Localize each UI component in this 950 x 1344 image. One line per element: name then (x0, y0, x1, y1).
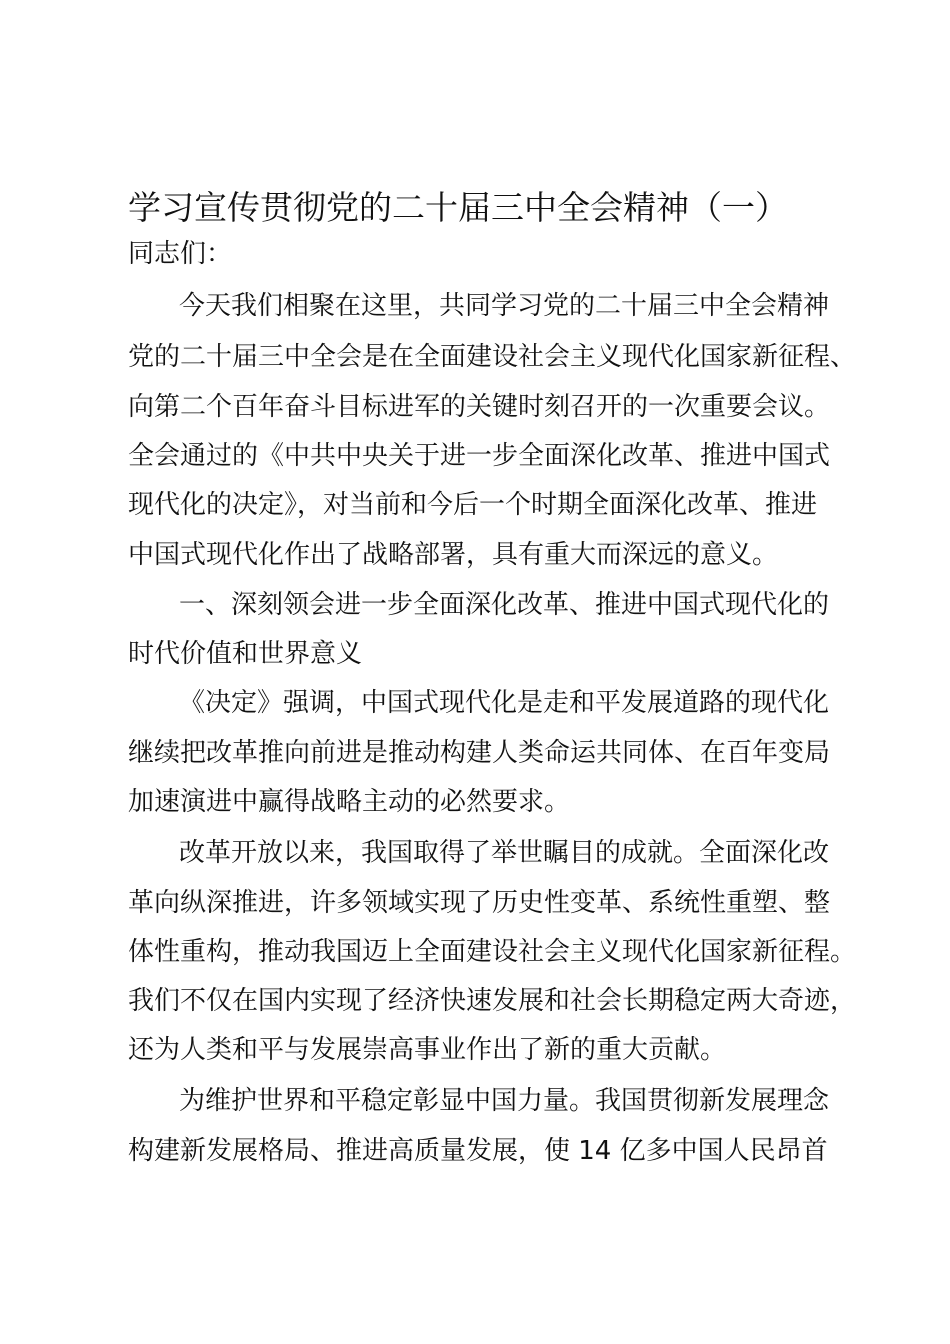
paragraph-2-line-2: 继续把改革推向前进是推动构建人类命运共同体、在百年变局 (128, 738, 831, 768)
paragraph-3-line-5: 还为人类和平与发展崇高事业作出了新的重大贡献。 (128, 1035, 727, 1065)
paragraph-1-line-3: 向第二个百年奋斗目标进军的关键时刻召开的一次重要会议。 (128, 392, 831, 422)
paragraph-1-line-2: 党的二十届三中全会是在全面建设社会主义现代化国家新征程、 (128, 342, 857, 372)
paragraph-4-line-1: 为维护世界和平稳定彰显中国力量。我国贯彻新发展理念 (179, 1086, 830, 1116)
paragraph-3-line-1: 改革开放以来，我国取得了举世瞩目的成就。全面深化改 (179, 838, 830, 868)
paragraph-3-line-2: 革向纵深推进，许多领域实现了历史性变革、系统性重塑、整 (128, 888, 831, 918)
paragraph-3-line-3: 体性重构，推动我国迈上全面建设社会主义现代化国家新征程。 (128, 937, 857, 967)
document-title: 学习宣传贯彻党的二十届三中全会精神（一） (128, 188, 788, 227)
paragraph-2-line-3: 加速演进中赢得战略主动的必然要求。 (128, 787, 571, 817)
paragraph-1-line-6: 中国式现代化作出了战略部署，具有重大而深远的意义。 (128, 540, 779, 570)
section-heading-line-2: 时代价值和世界意义 (128, 639, 363, 669)
paragraph-3-line-4: 我们不仅在国内实现了经济快速发展和社会长期稳定两大奇迹， (128, 986, 857, 1016)
paragraph-2-line-1: 《决定》强调，中国式现代化是走和平发展道路的现代化 (179, 688, 830, 718)
paragraph-1-line-4: 全会通过的《中共中央关于进一步全面深化改革、推进中国式 (128, 441, 831, 471)
salutation: 同志们： (128, 239, 233, 269)
paragraph-4-line-2: 构建新发展格局、推进高质量发展，使 14 亿多中国人民昂首 (128, 1136, 828, 1166)
paragraph-1-line-1: 今天我们相聚在这里，共同学习党的二十届三中全会精神 (179, 291, 830, 321)
paragraph-1-line-5: 现代化的决定》，对当前和今后一个时期全面深化改革、推进 (128, 490, 818, 520)
section-heading-line-1: 一、深刻领会进一步全面深化改革、推进中国式现代化的 (179, 590, 830, 620)
